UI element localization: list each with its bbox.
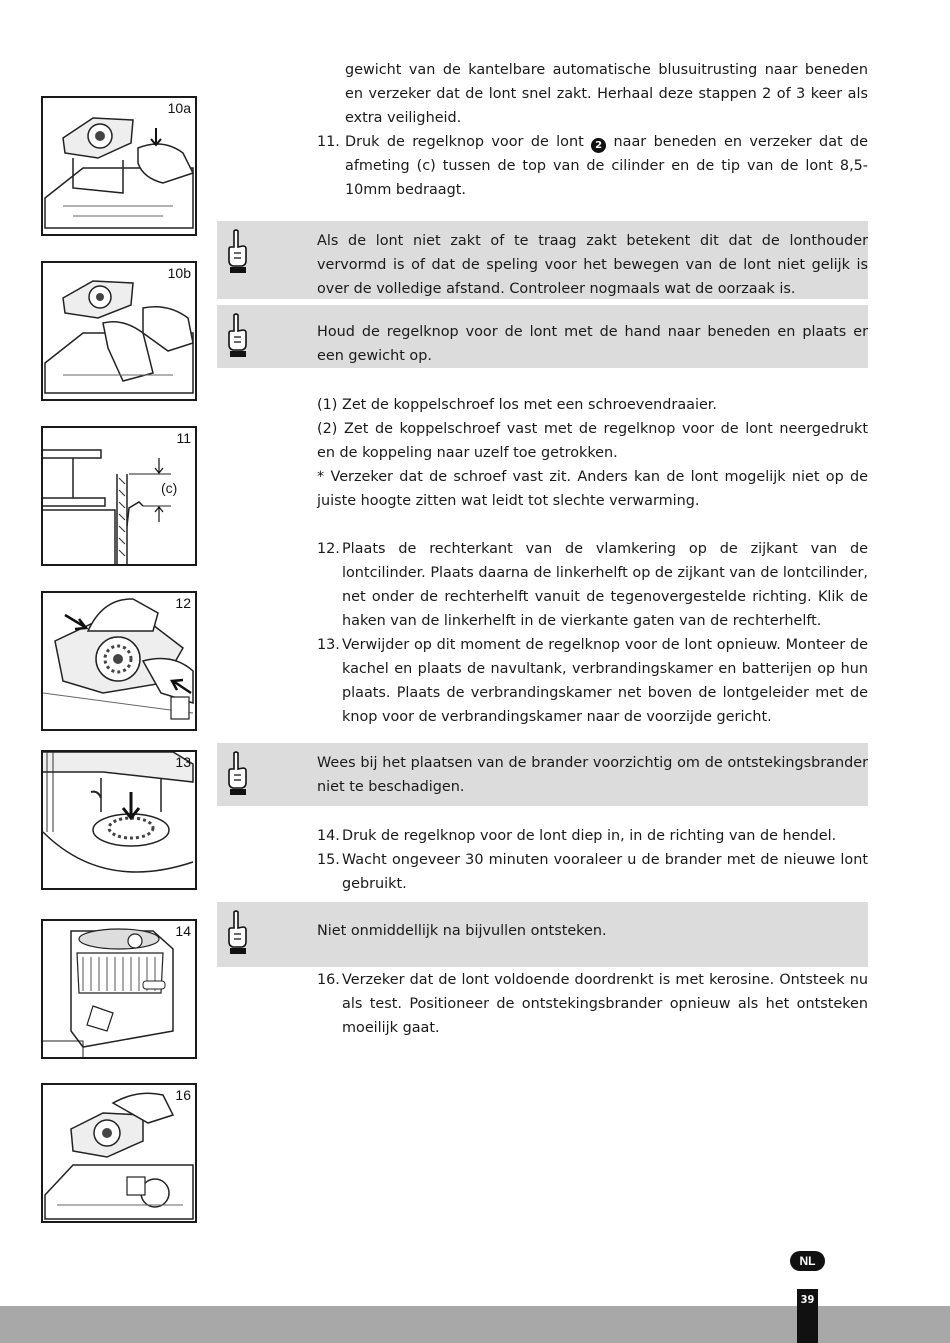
note-text: Als de lont niet zakt of te traag zakt betekent dit dat de lonthouder vervormd is of dat de speling voor het bewegen van de lont niet gelijk is over de volledige afstand. Controleer nogmaals wat de oorzaak is. xyxy=(317,233,868,297)
figure-11 xyxy=(41,426,197,566)
step-12 xyxy=(317,537,868,633)
pointing-hand-icon xyxy=(225,313,249,359)
note-text: Houd de regelknop voor de lont met de hand naar beneden en plaats er een gewicht op. xyxy=(317,324,868,364)
flame-spreader-illustration xyxy=(43,593,195,729)
language-badge: NL xyxy=(790,1251,825,1271)
page-number: 39 xyxy=(797,1289,818,1343)
figure-16 xyxy=(41,1083,197,1223)
step-11 xyxy=(317,130,868,202)
ignition-test-illustration xyxy=(43,1085,195,1221)
steps-12-13 xyxy=(317,537,868,729)
dimension-c-label: (c) xyxy=(161,480,178,496)
step-number: 15. xyxy=(317,852,340,868)
step-15 xyxy=(317,848,868,896)
pointing-hand-icon xyxy=(225,229,249,275)
intro-block xyxy=(317,58,868,202)
figure-label: 16 xyxy=(175,1087,191,1103)
step-number: 11. xyxy=(317,134,340,150)
figure-13 xyxy=(41,750,197,890)
figure-label: 10b xyxy=(167,265,191,281)
note-text: Niet onmiddellijk na bijvullen ontsteken. xyxy=(317,923,607,939)
figure-label: 12 xyxy=(175,595,191,611)
figure-10b xyxy=(41,261,197,401)
step-number: 14. xyxy=(317,828,340,844)
figure-label: 14 xyxy=(175,923,191,939)
step-text-before: Druk de regelknop voor de lont xyxy=(345,134,584,150)
figure-14 xyxy=(41,919,197,1059)
step-text: Druk de regelknop voor de lont diep in, in de richting van de hendel. xyxy=(342,828,837,844)
step-13 xyxy=(317,633,868,729)
steps-14-15 xyxy=(317,824,868,896)
note-text: Wees bij het plaatsen van de brander voorzichtig om de ontstekingsbrander niet te beschadigen. xyxy=(317,755,868,795)
coupling-line-3: * Verzeker dat de schroef vast zit. Anders kan de lont mogelijk niet op de juiste hoogte zitten wat leidt tot slechte verwarming. xyxy=(317,469,868,509)
figure-label: 13 xyxy=(175,754,191,770)
wick-height-diagram xyxy=(43,428,195,564)
coupling-block xyxy=(317,393,868,513)
note-box xyxy=(217,305,868,368)
figure-12 xyxy=(41,591,197,731)
figure-label: 10a xyxy=(167,100,191,116)
step-16-block xyxy=(317,968,868,1040)
coupling-line-2: (2) Zet de koppelschroef vast met de regelknop voor de lont neergedrukt en de koppeling naar uzelf toe getrokken. xyxy=(317,421,868,461)
figure-label: 11 xyxy=(176,430,191,446)
step-number: 13. xyxy=(317,637,340,653)
note-box xyxy=(217,743,868,806)
step-text: Wacht ongeveer 30 minuten vooraleer u de brander met de nieuwe lont gebruikt. xyxy=(342,852,868,892)
wick-knob-2-icon: 2 xyxy=(591,138,606,153)
heater-unit-illustration xyxy=(43,921,195,1057)
heater-burner-illustration xyxy=(43,263,195,399)
combustion-chamber-illustration xyxy=(43,752,195,888)
note-box xyxy=(217,902,868,967)
step-14 xyxy=(317,824,868,848)
step-number: 12. xyxy=(317,541,340,557)
step-text-after: naar beneden en verzeker dat de afmeting (c) tussen de top van de cilinder en de tip van de lont 8,5-10mm bedraagt. xyxy=(345,134,869,198)
step-text: Verwijder op dit moment de regelknop voor de lont opnieuw. Monteer de kachel en plaats de navultank, verbrandingskamer en batterijen op hun plaats. Plaats de verbrandingskamer net boven de lontgeleider met de knop voor de verbrandingskamer naar de voorzijde gericht. xyxy=(342,637,868,725)
coupling-line-1: (1) Zet de koppelschroef los met een schroevendraaier. xyxy=(317,397,717,413)
step-text: Verzeker dat de lont voldoende doordrenkt is met kerosine. Ontsteek nu als test. Positioneer de ontstekingsbrander opnieuw als het ontsteken moeilijk gaat. xyxy=(342,972,868,1036)
step-number: 16. xyxy=(317,972,340,988)
heater-burner-illustration xyxy=(43,98,195,234)
pointing-hand-icon xyxy=(225,910,249,956)
intro-continuation: gewicht van de kantelbare automatische blusuitrusting naar beneden en verzeker dat de lont snel zakt. Herhaal deze stappen 2 of 3 keer als extra veiligheid. xyxy=(345,62,868,126)
step-text: Plaats de rechterkant van de vlamkering op de zijkant van de lontcilinder. Plaats daarna de linkerhelft op de zijkant van de lontcilinder, net onder de rechterhelft vanuit de tegenovergestelde richting. Klik de haken van de linkerhelft in de vierkante gaten van de rechterhelft. xyxy=(342,541,868,629)
step-16 xyxy=(317,968,868,1040)
figure-10a xyxy=(41,96,197,236)
note-box xyxy=(217,221,868,299)
pointing-hand-icon xyxy=(225,751,249,797)
